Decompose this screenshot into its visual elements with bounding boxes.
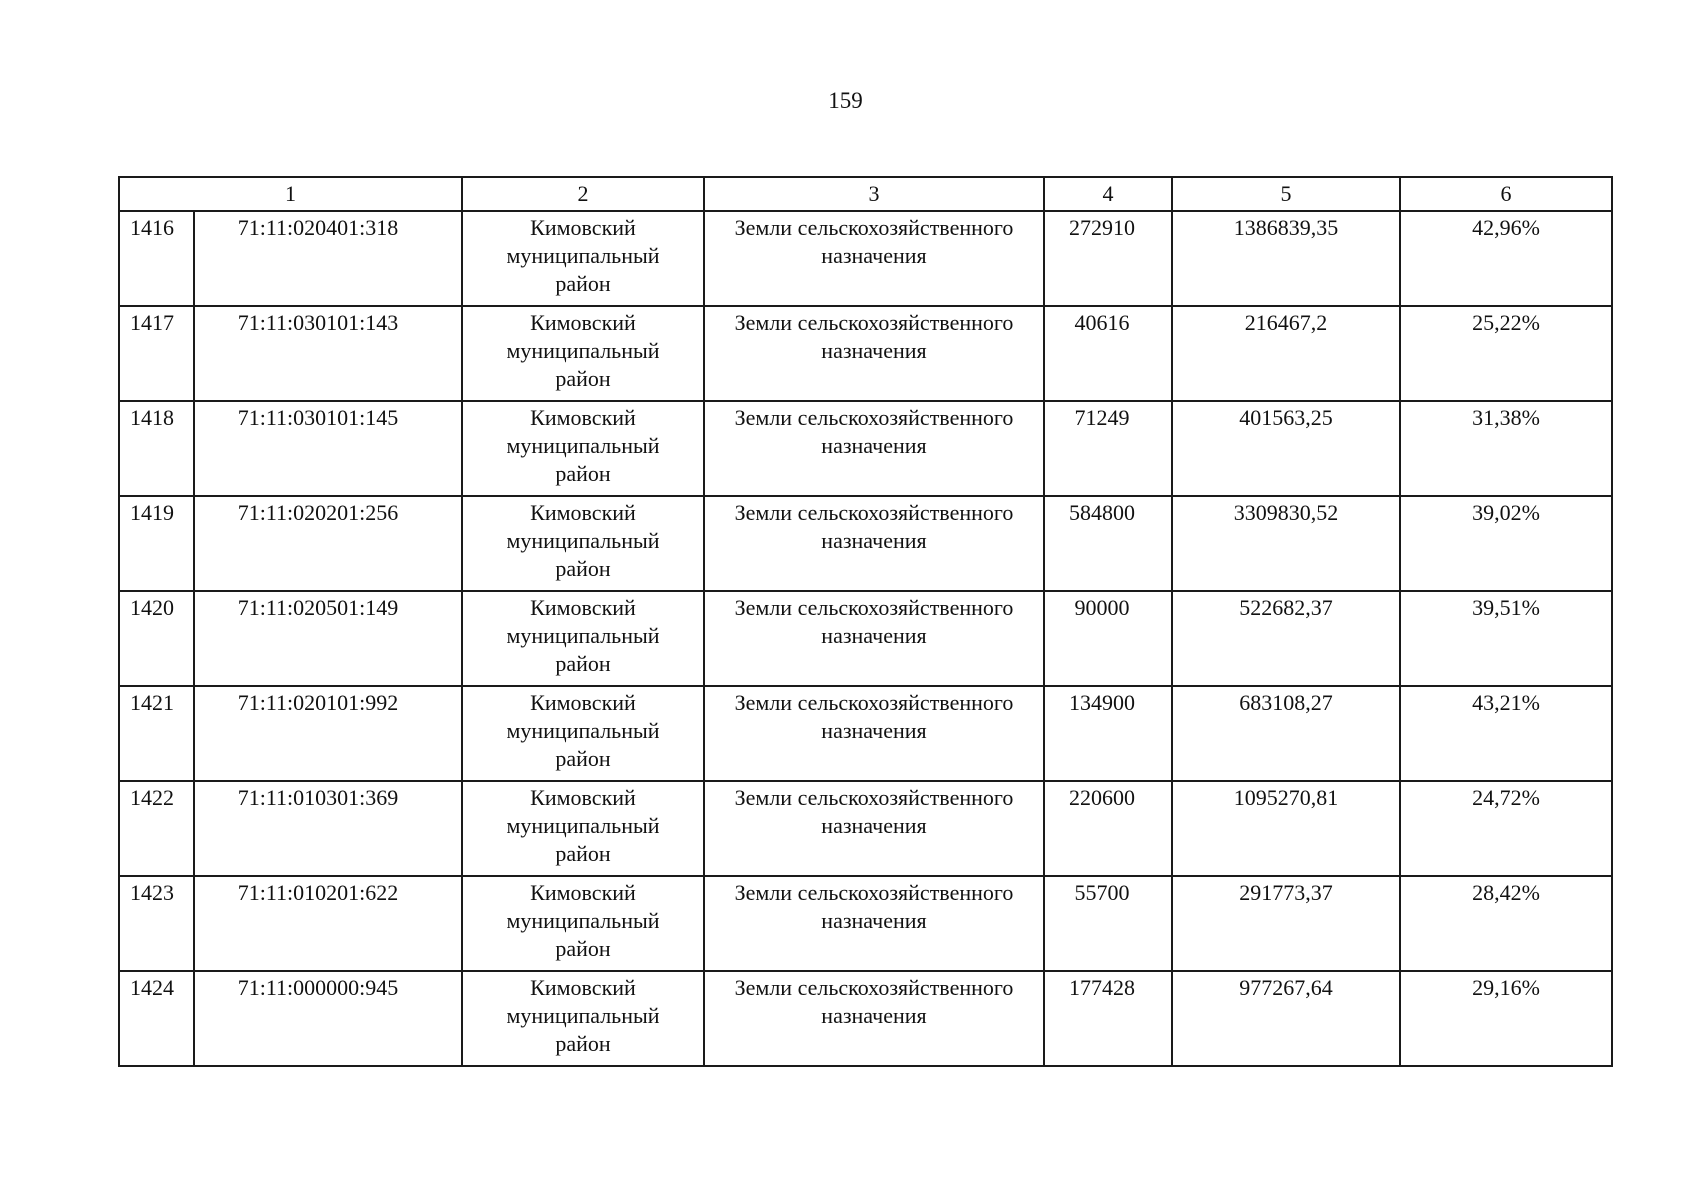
row-number-cell: 1423 [119, 876, 194, 971]
percent-cell: 42,96% [1400, 211, 1612, 306]
area-cell: 90000 [1044, 591, 1172, 686]
cadastral-value-cell: 3309830,52 [1172, 496, 1400, 591]
municipality-cell-line: муниципальный [506, 718, 660, 743]
land-category-cell [704, 781, 1044, 876]
area-cell: 40616 [1044, 306, 1172, 401]
cadastral-number-cell: 71:11:020201:256 [194, 496, 462, 591]
municipality-cell-line: Кимовский [530, 975, 636, 1000]
row-number-cell: 1419 [119, 496, 194, 591]
land-category-cell [704, 401, 1044, 496]
municipality-cell-line: район [555, 746, 611, 771]
land-category-cell [704, 686, 1044, 781]
land-category-cell-line: назначения [821, 908, 927, 933]
municipality-cell-line: Кимовский [530, 500, 636, 525]
municipality-cell-line: район [555, 651, 611, 676]
area-cell: 584800 [1044, 496, 1172, 591]
cadastral-number-cell: 71:11:020101:992 [194, 686, 462, 781]
cadastral-value-cell: 522682,37 [1172, 591, 1400, 686]
percent-cell: 39,51% [1400, 591, 1612, 686]
land-category-cell-line: назначения [821, 528, 927, 553]
municipality-cell-line: район [555, 461, 611, 486]
cadastral-value-cell: 1095270,81 [1172, 781, 1400, 876]
cadastral-number-cell: 71:11:010301:369 [194, 781, 462, 876]
land-category-cell [704, 496, 1044, 591]
land-category-cell-line: назначения [821, 1003, 927, 1028]
cadastral-number-cell: 71:11:030101:145 [194, 401, 462, 496]
land-category-cell-line: назначения [821, 813, 927, 838]
land-category-cell-line: Земли сельскохозяйственного [734, 975, 1014, 1000]
cadastral-number-cell: 71:11:010201:622 [194, 876, 462, 971]
table-row [119, 971, 1612, 1066]
municipality-cell-line: Кимовский [530, 880, 636, 905]
municipality-cell-line: район [555, 841, 611, 866]
land-category-cell-line: Земли сельскохозяйственного [734, 880, 1014, 905]
column-header-1: 1 [119, 177, 462, 211]
municipality-cell-line: муниципальный [506, 528, 660, 553]
municipality-cell-line: Кимовский [530, 785, 636, 810]
land-category-cell [704, 971, 1044, 1066]
percent-cell: 29,16% [1400, 971, 1612, 1066]
area-cell: 71249 [1044, 401, 1172, 496]
row-number-cell: 1422 [119, 781, 194, 876]
cadastral-value-cell: 291773,37 [1172, 876, 1400, 971]
area-cell: 272910 [1044, 211, 1172, 306]
municipality-cell-line: муниципальный [506, 1003, 660, 1028]
percent-cell: 31,38% [1400, 401, 1612, 496]
column-header-4: 4 [1044, 177, 1172, 211]
cadastral-number-cell: 71:11:020501:149 [194, 591, 462, 686]
land-category-cell-line: Земли сельскохозяйственного [734, 500, 1014, 525]
row-number-cell: 1417 [119, 306, 194, 401]
column-header-6: 6 [1400, 177, 1612, 211]
column-header-2: 2 [462, 177, 704, 211]
column-header-3: 3 [704, 177, 1044, 211]
land-category-cell [704, 306, 1044, 401]
land-category-cell-line: назначения [821, 623, 927, 648]
cadastral-number-cell: 71:11:000000:945 [194, 971, 462, 1066]
municipality-cell-line: район [555, 1031, 611, 1056]
municipality-cell-line: Кимовский [530, 405, 636, 430]
row-number-cell: 1421 [119, 686, 194, 781]
land-category-cell-line: назначения [821, 338, 927, 363]
cadastral-value-cell: 977267,64 [1172, 971, 1400, 1066]
table-row [119, 781, 1612, 876]
table-row [119, 306, 1612, 401]
row-number-cell: 1418 [119, 401, 194, 496]
table-row [119, 211, 1612, 306]
cadastral-value-cell: 683108,27 [1172, 686, 1400, 781]
municipality-cell-line: район [555, 556, 611, 581]
percent-cell: 25,22% [1400, 306, 1612, 401]
land-category-cell [704, 591, 1044, 686]
land-category-cell-line: назначения [821, 433, 927, 458]
municipality-cell [462, 971, 704, 1066]
land-category-cell-line: Земли сельскохозяйственного [734, 310, 1014, 335]
column-header-5: 5 [1172, 177, 1400, 211]
area-cell: 55700 [1044, 876, 1172, 971]
header-row [119, 177, 1612, 211]
municipality-cell-line: муниципальный [506, 623, 660, 648]
municipality-cell [462, 686, 704, 781]
percent-cell: 28,42% [1400, 876, 1612, 971]
percent-cell: 39,02% [1400, 496, 1612, 591]
cadastral-value-cell: 216467,2 [1172, 306, 1400, 401]
municipality-cell-line: муниципальный [506, 813, 660, 838]
land-category-cell-line: Земли сельскохозяйственного [734, 690, 1014, 715]
municipality-cell-line: район [555, 366, 611, 391]
municipality-cell [462, 781, 704, 876]
municipality-cell-line: муниципальный [506, 243, 660, 268]
percent-cell: 24,72% [1400, 781, 1612, 876]
municipality-cell-line: муниципальный [506, 433, 660, 458]
municipality-cell-line: район [555, 936, 611, 961]
land-category-cell-line: Земли сельскохозяйственного [734, 215, 1014, 240]
municipality-cell-line: Кимовский [530, 690, 636, 715]
cadastral-value-cell: 1386839,35 [1172, 211, 1400, 306]
land-category-cell-line: Земли сельскохозяйственного [734, 785, 1014, 810]
municipality-cell [462, 306, 704, 401]
table-row [119, 401, 1612, 496]
area-cell: 134900 [1044, 686, 1172, 781]
table-row [119, 686, 1612, 781]
municipality-cell-line: Кимовский [530, 215, 636, 240]
municipality-cell-line: муниципальный [506, 908, 660, 933]
municipality-cell [462, 876, 704, 971]
percent-cell: 43,21% [1400, 686, 1612, 781]
municipality-cell-line: Кимовский [530, 310, 636, 335]
land-category-cell-line: назначения [821, 718, 927, 743]
land-category-cell-line: Земли сельскохозяйственного [734, 595, 1014, 620]
cadastral-value-cell: 401563,25 [1172, 401, 1400, 496]
land-category-cell-line: Земли сельскохозяйственного [734, 405, 1014, 430]
row-number-cell: 1416 [119, 211, 194, 306]
table-body [119, 211, 1612, 1066]
page-number: 159 [828, 88, 863, 113]
land-plots-table [118, 176, 1613, 1067]
municipality-cell-line: район [555, 271, 611, 296]
municipality-cell [462, 591, 704, 686]
municipality-cell [462, 496, 704, 591]
table-row [119, 496, 1612, 591]
municipality-cell-line: муниципальный [506, 338, 660, 363]
row-number-cell: 1424 [119, 971, 194, 1066]
area-cell: 220600 [1044, 781, 1172, 876]
area-cell: 177428 [1044, 971, 1172, 1066]
cadastral-number-cell: 71:11:020401:318 [194, 211, 462, 306]
land-category-cell-line: назначения [821, 243, 927, 268]
land-category-cell [704, 211, 1044, 306]
row-number-cell: 1420 [119, 591, 194, 686]
land-category-cell [704, 876, 1044, 971]
table-row [119, 591, 1612, 686]
municipality-cell-line: Кимовский [530, 595, 636, 620]
municipality-cell [462, 401, 704, 496]
table-row [119, 876, 1612, 971]
cadastral-number-cell: 71:11:030101:143 [194, 306, 462, 401]
municipality-cell [462, 211, 704, 306]
